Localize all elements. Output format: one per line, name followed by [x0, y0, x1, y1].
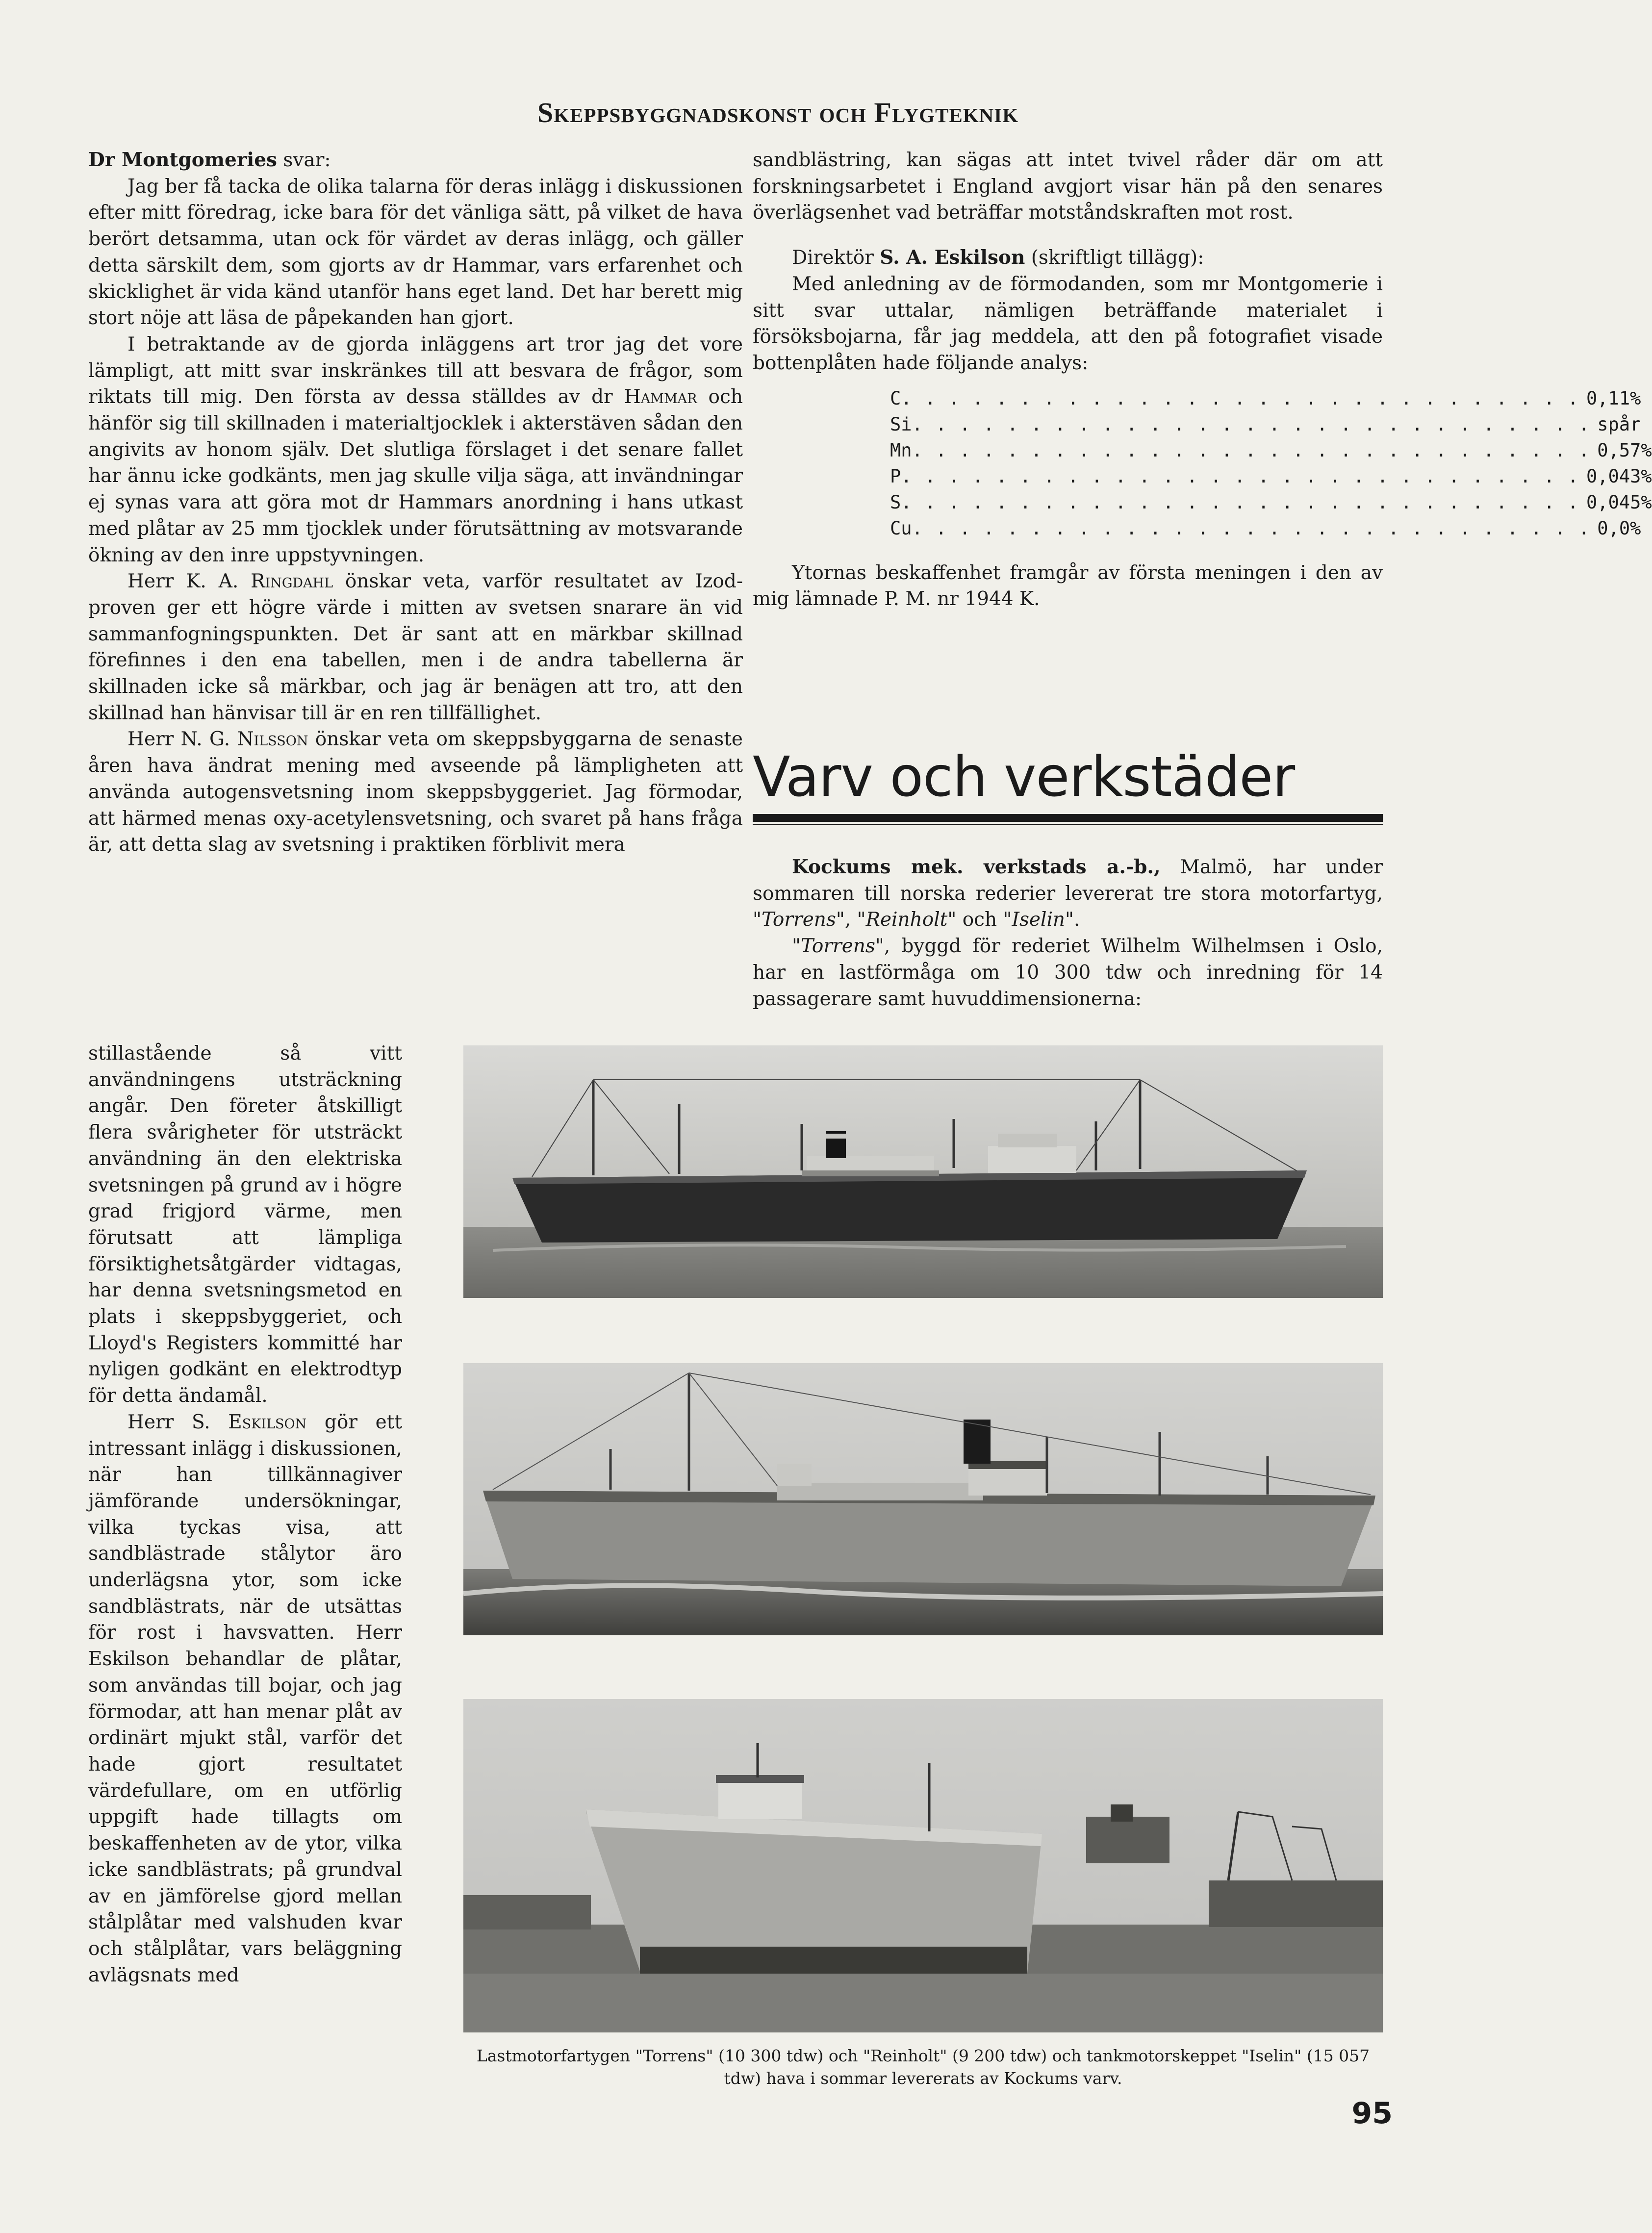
paragraph [88, 568, 743, 726]
text-run: och [956, 909, 1003, 931]
text-run: Herr N. G. [127, 728, 237, 751]
element-value: 0,11 [1586, 387, 1630, 409]
percent-sign: % [1641, 491, 1652, 513]
paragraph [88, 331, 743, 568]
percent-sign: % [1630, 387, 1641, 409]
leader-dots: . . . . . . . . . . . . . . . . . . . . . . . . . . . . . [901, 465, 1580, 487]
ship-photo-reinholt [463, 1363, 1383, 1635]
paragraph [88, 1409, 402, 1988]
analysis-row [890, 437, 1652, 463]
element-symbol: C [890, 387, 901, 409]
reply-label: svar: [277, 149, 331, 171]
leader-dots: . . . . . . . . . . . . . . . . . . . . . . . . . . . . . [912, 439, 1591, 461]
leader-dots: . . . . . . . . . . . . . . . . . . . . . . . . . . . . . [912, 517, 1591, 539]
section-rule [753, 814, 1383, 822]
text-run: önskar veta, varför resultatet av Izod-proven ger ett högre värde i mitten av svetsen snarare än vid sammanfogningspunkten. Det är sant att en märkbar skillnad förefinnes i den ena tabellen, men i de andra tabellerna är skillnaden icke så märkbar, och jag är benägen att tro, att den skillnad han hänvisar till är en ren tillfällighet. [88, 570, 743, 724]
text-run: I betraktande av de gjorda inläggens art tror jag det vore lämpligt, att mitt svar inskränkes till att besvara de frågor, som riktats till mig. Den första av dessa ställdes av dr [88, 333, 743, 408]
ship-name: "Iselin" [1003, 909, 1074, 931]
text-run: Direktör [792, 247, 880, 269]
text-run: Malmö, har under sommaren till norska rederier levererat tre stora motorfartyg, [753, 856, 1383, 905]
narrow-column [88, 1040, 402, 1988]
analysis-table [890, 385, 1652, 541]
element-symbol: S [890, 491, 901, 513]
leader-dots: . . . . . . . . . . . . . . . . . . . . . . . . . . . . . [912, 413, 1591, 435]
paragraph: Jag ber få tacka de olika talarna för deras inlägg i diskussionen efter mitt föredrag, icke bara för det vänliga sätt, på vilket de hava berört detsamma, utan ock för värdet av deras inlägg, och gäller detta särskilt dem, som gjorts av dr Hammar, vars erfarenhet och skicklighet är vida känd utanför hans eget land. Det har berett mig stort nöje att läsa de påpekanden han gjort. [88, 175, 743, 330]
paragraph [753, 933, 1383, 1012]
analysis-row [890, 489, 1652, 515]
ship-name: "Torrens" [792, 935, 884, 958]
percent-sign: % [1630, 517, 1641, 539]
element-value: 0,0 [1597, 517, 1630, 539]
left-column [88, 147, 743, 858]
text-run: Herr S. [127, 1411, 229, 1433]
element-value: 0,045 [1586, 491, 1641, 513]
text-run: , byggd för rederiet Wilhelm Wilhelmsen i Oslo, har en lastförmåga om 10 300 tdw och inredning för 14 passagerare samt huvuddimensionerna: [753, 935, 1383, 1010]
element-value: 0,57 [1597, 439, 1641, 461]
element-value: 0,043 [1586, 465, 1641, 487]
text-run: och hänför sig till skillnaden i materialtjocklek i akterstäven sådan den angivits av honom själv. Det slutliga förslaget i det senare fallet har ännu icke godkänts, men jag skulle vilja säga, att invändningar ej synas vara att göra mot dr Hammars anordning i hans utkast med plåtar av 25 mm tjocklek under förutsättning av motsvarande ökning av den inre uppstyvningen. [88, 386, 743, 566]
kockums-article [753, 854, 1383, 1012]
ship-name: "Torrens" [753, 909, 845, 931]
element-symbol: Cu [890, 517, 912, 539]
analysis-row [890, 411, 1641, 437]
page-number: 95 [1351, 2096, 1393, 2131]
text-run: , [844, 909, 857, 931]
section-title: Varv och verkstäder [753, 745, 1295, 809]
element-symbol: Si [890, 413, 912, 435]
element-symbol: Mn [890, 439, 912, 461]
leader-dots: . . . . . . . . . . . . . . . . . . . . . . . . . . . . . [901, 387, 1580, 409]
percent-sign: % [1641, 439, 1652, 461]
person-name: Ringdahl [251, 570, 333, 593]
statement-heading [753, 245, 1383, 271]
element-symbol: P [890, 465, 901, 487]
person-name: Eskilson [228, 1411, 307, 1433]
analysis-row [890, 385, 1641, 411]
paragraph: stillastående så vitt användningens utsträckning angår. Den företer åtskilligt flera svårigheter för utsträckt användning än den elektriska svetsningen på grund av i högre grad frigjord värme, men förutsatt att lämpliga försiktighetsåtgärder vidtagas, har denna svetsningsmetod en plats i skeppsbyggeriet, och Lloyd's Registers kommitté har nyligen godkänt en elektrodtyp för detta ändamål. [88, 1042, 402, 1407]
text-run: (skriftligt tillägg): [1025, 247, 1204, 269]
text-run: . [1073, 909, 1080, 931]
paragraph: Med anledning av de förmodanden, som mr Montgomerie i sitt svar uttalar, nämligen beträffande materialet i försöksbojarna, får jag meddela, att den på fotografiet visade bottenplåten hade följande analys: [753, 273, 1383, 374]
text-run: gör ett intressant inlägg i diskussionen, när han tillkännagiver jämförande undersökningar, vilka tyckas visa, att sandblästrade stålytor äro underlägsna ytor, som icke sandblästrats, när de utsättas för rost i havsvatten. Herr Eskilson behandlar de plåtar, som användas till bojar, och jag förmodar, att han menar plåt av ordinärt mjukt stål, varför det hade gjort resultatet värdefullare, om en utförlig uppgift hade tillagts om beskaffenheten av de ytor, vilka icke sandblästrats; på grundval av en jämförelse gjord mellan stålplåtar med valshuden kvar och stålplåtar, vars beläggning avlägsnats med [88, 1411, 402, 1986]
ship-photo-iselin [463, 1699, 1383, 2032]
analysis-row [890, 515, 1641, 541]
paragraph: sandblästring, kan sägas att intet tvivel råder där om att forskningsarbetet i England avgjort visar hän på den senares överlägsenhet vad beträffar motståndskraften mot rost. [753, 149, 1383, 224]
text-run: önskar veta om skeppsbyggarna de senaste åren hava ändrat mening med avseende på lämpligheten att använda autogensvetsning inom skeppsbyggeriet. Jag förmodar, att härmed menas oxy-acetylensvetsning, och svaret på hans fråga är, att detta slag av svetsning i praktiken förblivit mera [88, 728, 743, 856]
photo-caption: Lastmotorfartygen "Torrens" (10 300 tdw) och "Reinholt" (9 200 tdw) och tankmotorskeppet "Iselin" (15 057 tdw) hava i sommar levererats av Kockums varv. [476, 2046, 1370, 2088]
ship-name: "Reinholt" [857, 909, 957, 931]
reply-heading [88, 147, 743, 174]
analysis-row [890, 463, 1652, 489]
ship-photo-torrens [463, 1045, 1383, 1298]
person-name: Hammar [624, 386, 697, 408]
section-rule-thin [753, 824, 1383, 825]
element-value: spår [1597, 413, 1641, 435]
paragraph: Ytornas beskaffenhet framgår av första meningen i den av mig lämnade P. M. nr 1944 K. [753, 561, 1383, 610]
company-name: Kockums mek. verkstads a.-b., [792, 856, 1161, 878]
person-name: S. A. Eskilson [880, 246, 1025, 269]
right-column [753, 147, 1652, 612]
text-run: Herr K. A. [127, 570, 251, 593]
percent-sign: % [1641, 465, 1652, 487]
paragraph [753, 854, 1383, 933]
leader-dots: . . . . . . . . . . . . . . . . . . . . . . . . . . . . . [901, 491, 1580, 513]
running-header: Skeppsbyggnadskonst och Flygteknik [537, 97, 1019, 128]
person-name: Nilsson [237, 728, 308, 751]
paragraph [88, 726, 743, 858]
speaker-name: Dr Montgomeries [88, 149, 277, 171]
